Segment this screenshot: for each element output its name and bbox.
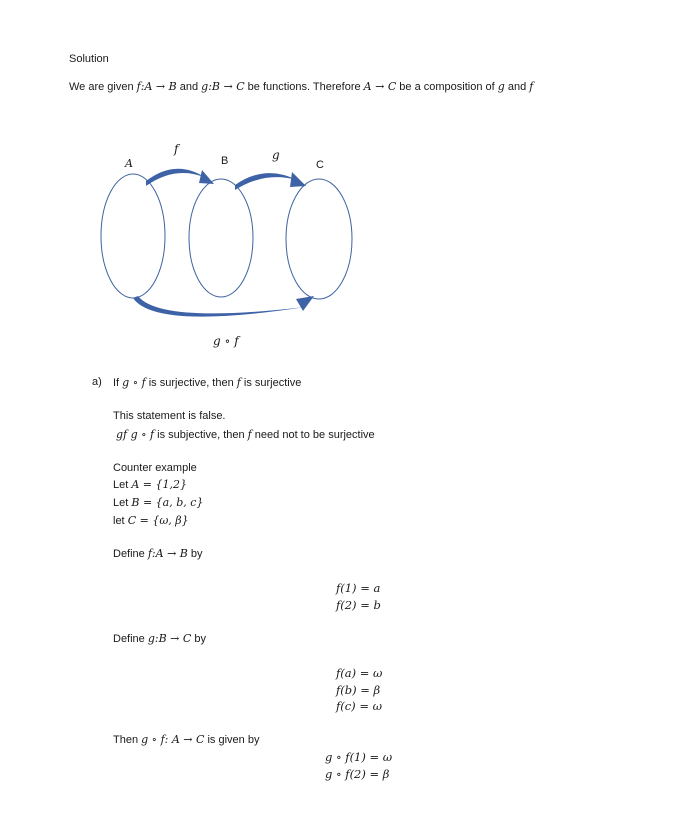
let-c-prefix: let <box>113 515 128 527</box>
then-math: g ∘ f: A → C <box>141 733 205 746</box>
arrow-g-head <box>290 172 306 187</box>
f-equation-2: f(2) = b <box>336 598 381 612</box>
let-b-prefix: Let <box>113 497 132 509</box>
arrow-gf-head <box>296 296 314 311</box>
ellipse-set-a <box>101 174 165 298</box>
arrow-f-head <box>199 170 214 184</box>
question-text-2: is surjective, then <box>145 377 237 389</box>
define-g-prefix: Define <box>113 633 148 645</box>
question-text-1: If <box>113 377 123 389</box>
arrow-g <box>235 173 297 190</box>
define-g-math: g:B → C <box>147 632 192 645</box>
then-suffix: is given by <box>204 734 260 746</box>
ellipse-set-c <box>286 179 352 299</box>
ellipse-set-b <box>189 179 253 297</box>
subjective-text-1: is subjective, then <box>154 429 248 441</box>
solution-heading: Solution <box>69 53 109 65</box>
arrow-gf <box>133 296 305 317</box>
label-arrow-g: g <box>272 148 280 162</box>
label-arrow-gf: g ∘ f <box>213 334 239 348</box>
define-g-line <box>113 632 206 645</box>
set-ellipses <box>101 174 352 299</box>
g-equation-1: f(a) = ω <box>336 666 383 680</box>
part-a-question <box>113 376 301 389</box>
label-set-c: C <box>316 159 324 171</box>
let-a-prefix: Let <box>113 479 132 491</box>
question-gof: g ∘ f <box>122 376 146 389</box>
subjective-f: f <box>247 428 252 441</box>
f-equation-1: f(1) = a <box>336 581 381 595</box>
let-b-math: B = {a, b, c} <box>131 496 204 509</box>
intro-text-3: be functions. Therefore <box>244 81 364 93</box>
statement-false: This statement is false. <box>113 410 226 422</box>
then-prefix: Then <box>113 734 142 746</box>
gof-equation-2: g ∘ f(2) = β <box>325 767 390 781</box>
define-g-suffix: by <box>191 633 207 645</box>
let-c-math: C = {ω, β} <box>127 514 189 527</box>
intro-text-1: We are given <box>69 81 137 93</box>
f-signature: f:A → B <box>136 80 177 93</box>
question-f: f <box>236 376 241 389</box>
question-text-3: is surjective <box>240 377 302 389</box>
intro-text-2: and <box>176 81 202 93</box>
label-set-a: A <box>125 157 133 170</box>
part-a-marker: a) <box>92 376 102 388</box>
intro-f: f <box>529 80 534 93</box>
let-a-line <box>113 478 187 491</box>
intro-g: g <box>497 80 505 93</box>
then-gof-line <box>113 733 259 746</box>
subjective-gof: gf g ∘ f <box>116 428 155 441</box>
define-f-prefix: Define <box>113 548 148 560</box>
g-equation-3: f(c) = ω <box>336 699 382 713</box>
let-b-line <box>113 496 203 509</box>
gof-equation-1: g ∘ f(1) = ω <box>325 750 393 764</box>
composition-signature: A → C <box>363 80 397 93</box>
subjective-line <box>116 428 375 441</box>
label-set-b: B <box>221 155 229 167</box>
counter-example-title: Counter example <box>113 462 197 474</box>
define-f-suffix: by <box>187 548 203 560</box>
subjective-text-2: need not to be surjective <box>251 429 375 441</box>
arrow-f <box>146 169 206 186</box>
define-f-line <box>113 547 203 560</box>
label-arrow-f: f <box>174 142 179 156</box>
g-equation-2: f(b) = β <box>336 683 381 697</box>
let-a-math: A = {1,2} <box>131 478 188 491</box>
intro-text-4: be a composition of <box>396 81 498 93</box>
g-signature: g:B → C <box>201 80 245 93</box>
let-c-line <box>113 514 189 527</box>
intro-text-5: and <box>504 81 530 93</box>
define-f-math: f:A → B <box>147 547 188 560</box>
